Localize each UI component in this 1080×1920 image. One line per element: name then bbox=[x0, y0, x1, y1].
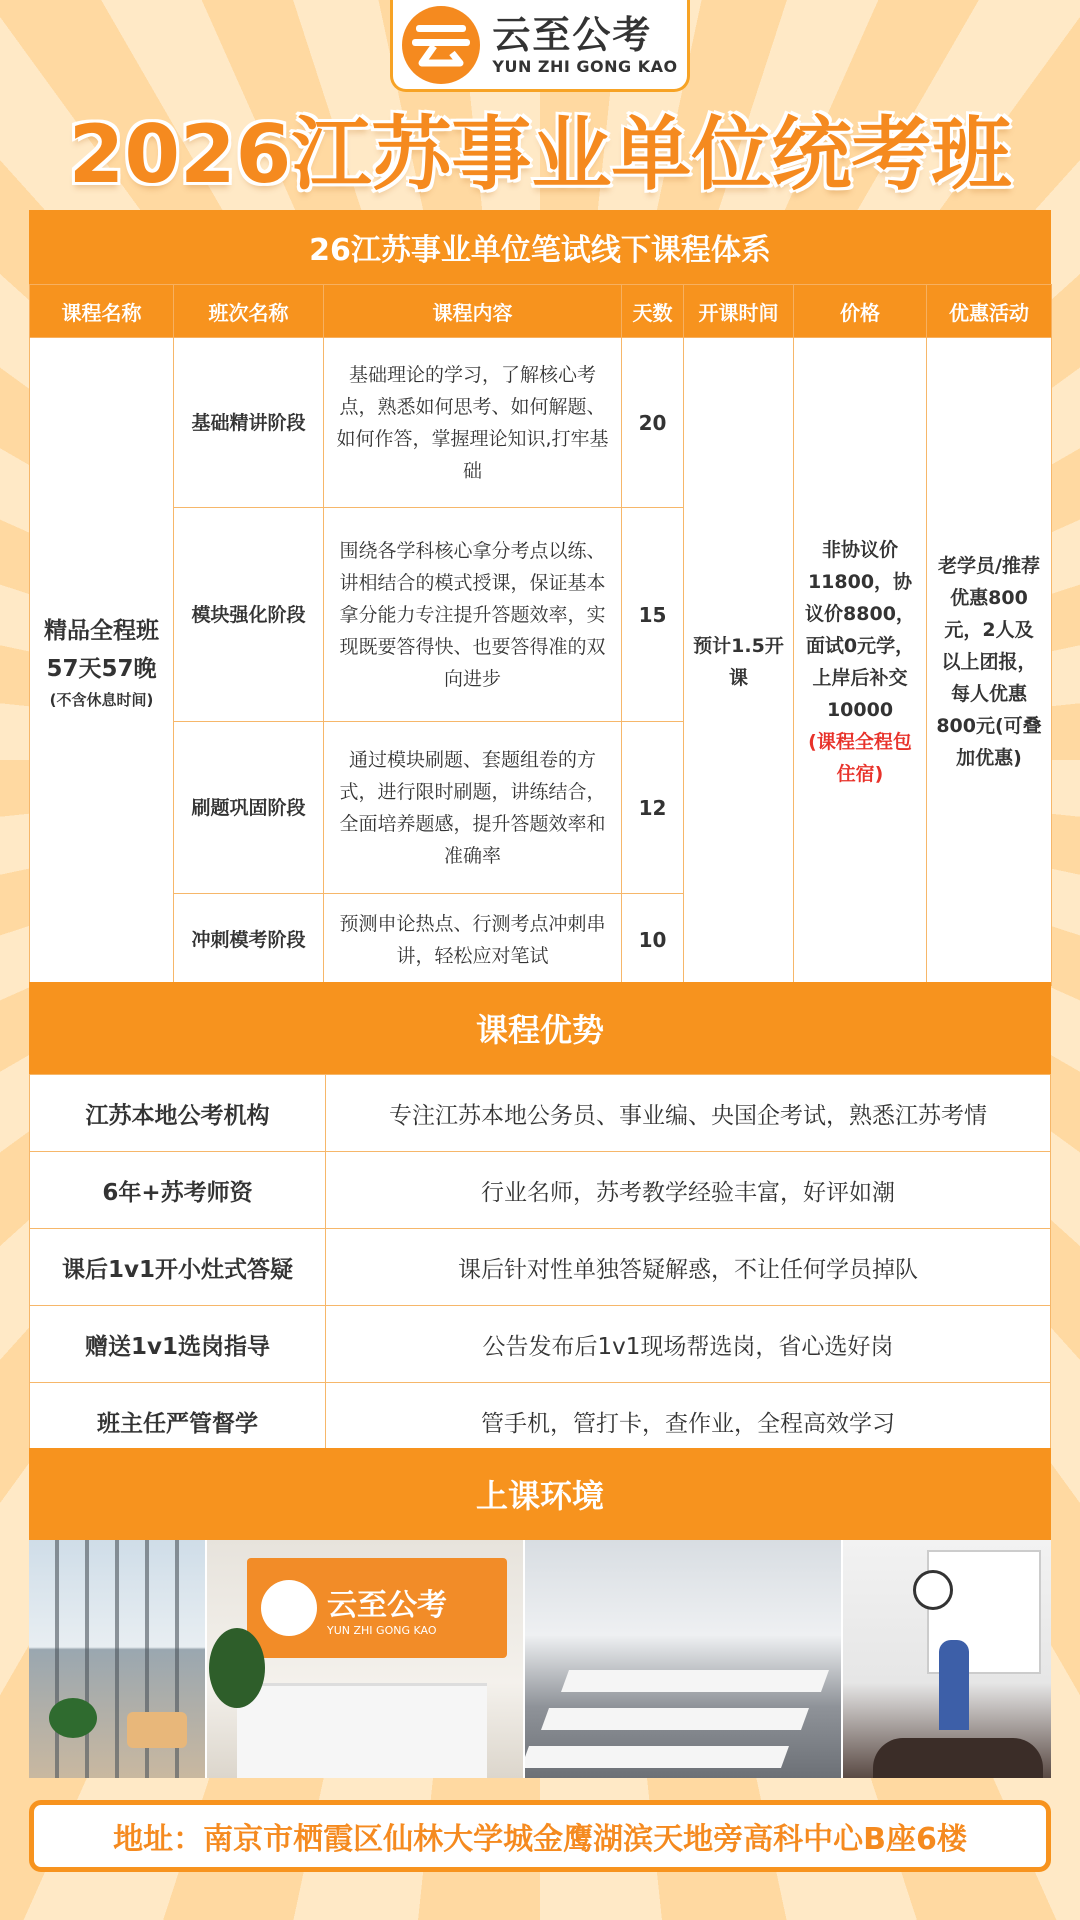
lounge-photo bbox=[29, 1540, 207, 1778]
stage-content: 预测申论热点、行测考点冲刺串讲，轻松应对笔试 bbox=[324, 894, 622, 986]
stage-content: 围绕各学科核心拿分考点以练、讲相结合的模式授课，保证基本拿分能力专注提升答题效率，实现既要答得快、也要答得准的双向进步 bbox=[324, 508, 622, 722]
brand-logo bbox=[390, 0, 690, 92]
promo-text: 老学员/推荐优惠800元，2人及以上团报，每人优惠800元(可叠加优惠) bbox=[927, 338, 1052, 986]
logo-en-text: YUN ZHI GONG KAO bbox=[492, 57, 678, 76]
environment-section bbox=[29, 1448, 1051, 1540]
course-duration: 57天57晚 bbox=[46, 655, 157, 682]
stage-content: 通过模块刷题、套题组卷的方式，进行限时刷题，讲练结合，全面培养题感，提升答题效率和准确率 bbox=[324, 722, 622, 894]
reception-logo-en: YUN ZHI GONG KAO bbox=[327, 1623, 437, 1637]
advantage-desc: 行业名师，苏考教学经验丰富，好评如潮 bbox=[326, 1152, 1051, 1229]
stage-name: 基础精讲阶段 bbox=[174, 338, 324, 508]
advantage-name: 班主任严管督学 bbox=[30, 1383, 326, 1460]
stage-content: 基础理论的学习，了解核心考点，熟悉如何思考、如何解题、如何作答，掌握理论知识,打牢基础 bbox=[324, 338, 622, 508]
header-class-name: 班次名称 bbox=[174, 285, 324, 338]
price-note: (课程全程包住宿) bbox=[808, 730, 912, 785]
teacher-figure bbox=[939, 1640, 969, 1730]
reception-desk bbox=[237, 1683, 487, 1778]
price-cell bbox=[794, 338, 927, 986]
advantage-desc: 管手机，管打卡，查作业，全程高效学习 bbox=[326, 1383, 1051, 1460]
reception-logo-cn: 云至公考 bbox=[327, 1587, 447, 1623]
table-row bbox=[30, 1306, 1051, 1383]
environment-photos bbox=[29, 1540, 1051, 1778]
stage-name: 刷题巩固阶段 bbox=[174, 722, 324, 894]
table-row bbox=[30, 338, 1052, 508]
course-section bbox=[29, 210, 1051, 986]
course-name: 精品全程班 bbox=[44, 617, 159, 644]
address-bar: 地址：南京市栖霞区仙林大学城金鹰湖滨天地旁高科中心B座6楼 bbox=[29, 1800, 1051, 1872]
stage-name: 冲刺模考阶段 bbox=[174, 894, 324, 986]
stage-name: 模块强化阶段 bbox=[174, 508, 324, 722]
table-row bbox=[30, 1075, 1051, 1152]
table-row bbox=[30, 1229, 1051, 1306]
stage-days: 12 bbox=[622, 722, 684, 894]
reception-logo-icon bbox=[261, 1580, 317, 1636]
header-start-time: 开课时间 bbox=[684, 285, 794, 338]
start-time: 预计1.5开课 bbox=[684, 338, 794, 986]
course-table bbox=[29, 284, 1052, 986]
course-section-title: 26江苏事业单位笔试线下课程体系 bbox=[29, 210, 1051, 284]
header-price: 价格 bbox=[794, 285, 927, 338]
stage-days: 15 bbox=[622, 508, 684, 722]
header-days: 天数 bbox=[622, 285, 684, 338]
course-note: (不含休息时间) bbox=[49, 690, 154, 709]
advantage-name: 课后1v1开小灶式答疑 bbox=[30, 1229, 326, 1306]
advantage-name: 江苏本地公考机构 bbox=[30, 1075, 326, 1152]
logo-cn-text: 云至公考 bbox=[492, 13, 653, 57]
advantage-desc: 课后针对性单独答疑解惑，不让任何学员掉队 bbox=[326, 1229, 1051, 1306]
environment-title: 上课环境 bbox=[29, 1448, 1051, 1540]
page-title: 2026江苏事业单位统考班 bbox=[68, 108, 1012, 201]
advantages-title: 课程优势 bbox=[29, 982, 1051, 1074]
logo-mark-icon bbox=[402, 6, 480, 84]
reception-logo-board bbox=[247, 1558, 507, 1658]
advantages-section bbox=[29, 982, 1051, 1460]
price-text: 非协议价11800，协议价8800，面试0元学，上岸后补交10000 bbox=[805, 538, 915, 721]
advantage-desc: 专注江苏本地公务员、事业编、央国企考试，熟悉江苏考情 bbox=[326, 1075, 1051, 1152]
stage-days: 10 bbox=[622, 894, 684, 986]
reception-photo bbox=[207, 1540, 525, 1778]
table-row bbox=[30, 1152, 1051, 1229]
advantage-desc: 公告发布后1v1现场帮选岗，省心选好岗 bbox=[326, 1306, 1051, 1383]
course-name-cell bbox=[30, 338, 174, 986]
lecture-photo bbox=[843, 1540, 1051, 1778]
classroom-photo bbox=[525, 1540, 843, 1778]
table-header-row bbox=[30, 285, 1052, 338]
stage-days: 20 bbox=[622, 338, 684, 508]
clock-icon bbox=[913, 1570, 953, 1610]
advantages-table bbox=[29, 1074, 1051, 1460]
advantage-name: 6年+苏考师资 bbox=[30, 1152, 326, 1229]
advantage-name: 赠送1v1选岗指导 bbox=[30, 1306, 326, 1383]
header-course-name: 课程名称 bbox=[30, 285, 174, 338]
header-promo: 优惠活动 bbox=[927, 285, 1052, 338]
header-content: 课程内容 bbox=[324, 285, 622, 338]
